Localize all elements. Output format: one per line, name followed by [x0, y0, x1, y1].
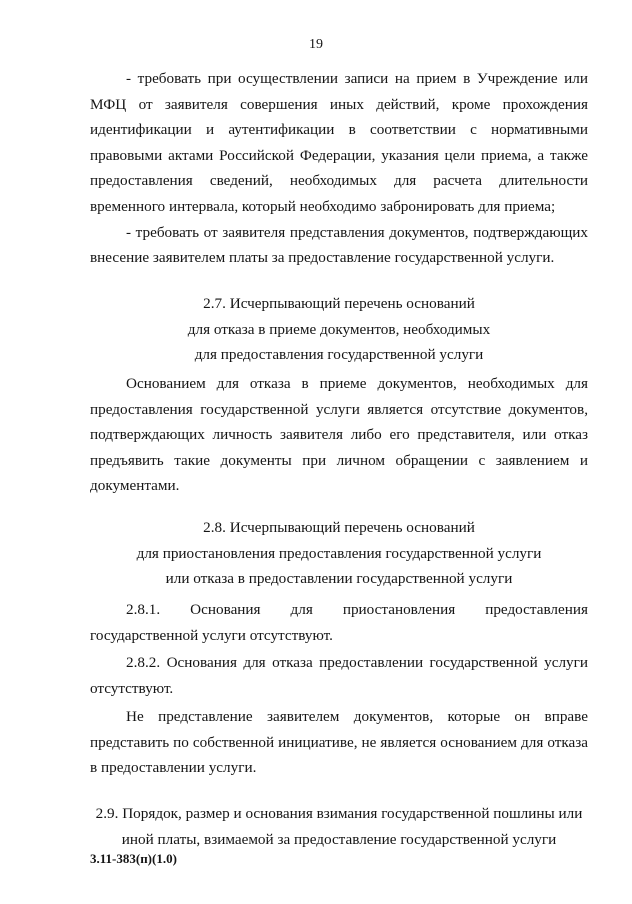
heading-line: или отказа в предоставлении государственной услуги	[165, 570, 513, 588]
section-2-7-heading	[90, 291, 588, 368]
text-line: предоставления сведений, необходимых для расчета длительности	[90, 172, 588, 190]
section-2-8-heading	[90, 515, 588, 592]
text-line: в предоставлении услуги.	[90, 759, 257, 777]
text-line: МФЦ от заявителя совершения иных действий, кроме прохождения	[90, 95, 588, 113]
heading-line: для приостановления предоставления государственной услуги	[136, 544, 542, 562]
section-2-9-heading	[90, 801, 588, 852]
text-line: правовыми актами Российской Федерации, указания цели приема, а также	[90, 146, 588, 164]
heading-line: иной платы, взимаемой за предоставление государственной услуги	[121, 830, 557, 848]
text-line: отсутствуют.	[90, 679, 174, 697]
heading-line: 2.8. Исчерпывающий перечень оснований	[203, 519, 475, 536]
text-line: Не представление заявителем документов, которые он вправе	[126, 708, 588, 725]
section-2-8-1	[90, 597, 588, 648]
text-line: идентификации и аутентификации в соответствии с нормативными	[90, 121, 588, 139]
text-line: предъявить такие документы при личном обращении с заявлением и	[90, 451, 588, 469]
text-line: подтверждающих личность заявителя либо его представителя, или отказ	[90, 426, 588, 444]
heading-line: для предоставления государственной услуги	[194, 346, 484, 364]
text-line: государственной услуги отсутствуют.	[90, 626, 333, 644]
text-line: представить по собственной инициативе, не является основанием для отказа	[90, 733, 588, 751]
text-line: 2.8.2. Основания для отказа предоставлении государственной услуги	[126, 654, 588, 671]
text-line: предоставления государственной услуги является отсутствие документов,	[90, 400, 588, 418]
heading-line: для отказа в приеме документов, необходимых	[187, 320, 491, 338]
text-line: Основанием для отказа в приеме документов, необходимых для	[126, 375, 588, 392]
text-line: - требовать при осуществлении записи на прием в Учреждение или	[126, 70, 588, 87]
prohibition-paragraph-2	[90, 220, 588, 271]
heading-line: 2.9. Порядок, размер и основания взимания государственной пошлины или	[95, 805, 583, 822]
section-2-8-note	[90, 704, 588, 781]
text-line: внесение заявителем платы за предоставление государственной услуги.	[90, 249, 555, 267]
section-2-7-body	[90, 371, 588, 499]
text-line: 2.8.1. Основания для приостановления предоставления	[126, 601, 588, 618]
document-code: 3.11-383(п)(1.0)	[90, 851, 177, 866]
page-number: 19	[309, 37, 323, 52]
section-2-8-2	[90, 650, 588, 701]
heading-line: 2.7. Исчерпывающий перечень оснований	[203, 295, 475, 312]
text-line: - требовать от заявителя представления документов, подтверждающих	[126, 223, 588, 241]
text-line: временного интервала, который необходимо забронировать для приема;	[90, 197, 556, 215]
prohibition-paragraph-1	[90, 66, 588, 220]
prohibitions-block	[90, 66, 588, 271]
text-line: документами.	[90, 477, 180, 495]
